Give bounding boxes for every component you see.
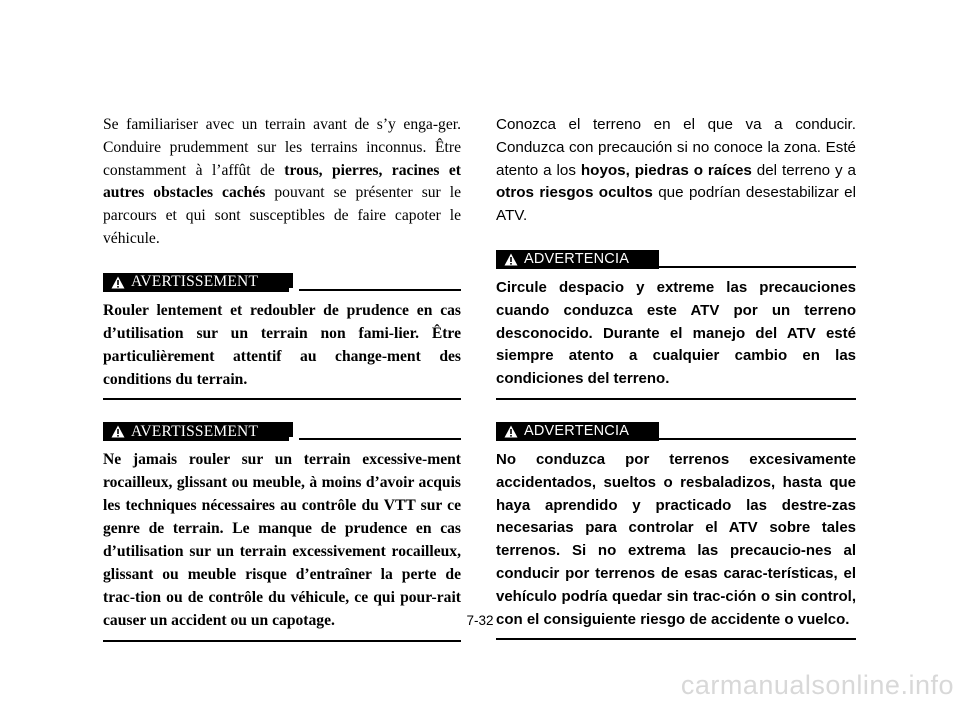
spanish-intro-paragraph bbox=[496, 114, 856, 228]
french-intro-paragraph bbox=[103, 114, 461, 251]
french-warning-1: Rouler lentement et redoubler de prudence en cas d’utilisation sur un terrain non fami-lier. Être particulièrement attentif au change-ment des conditions du terrain. bbox=[103, 301, 461, 388]
warning-triangle-icon bbox=[111, 276, 125, 289]
page-number: 7-32 bbox=[466, 613, 494, 628]
intro-text: Se familiariser avec un terrain avant de s’y enga-ger. Conduire prudemment sur les terrains inconnus. Être constamment à l’affût de bbox=[103, 116, 461, 179]
intro-text: que podrían desestabilizar el ATV. bbox=[496, 184, 856, 225]
rule-gap bbox=[289, 437, 299, 441]
spanish-warning-2: No conduzca por terrenos excesivamente accidentados, sueltos o resbaladizos, hasta que haya aprendido y practicado las destre-zas necesarias para controlar el ATV sobre tales terrenos. Si no extrema las precaucio-nes al conducir por terrenos de esas carac-terísticas, el vehículo podría quedar sin trac-ción o sin control, con el consiguiente riesgo de accidente o vuelco. bbox=[496, 450, 856, 628]
warning-badge bbox=[103, 422, 293, 441]
warning-bottom-rule bbox=[496, 638, 856, 640]
french-column bbox=[103, 114, 461, 642]
warning-bottom-rule bbox=[103, 398, 461, 400]
warning-label: ADVERTENCIA bbox=[524, 251, 630, 268]
warning-triangle-icon bbox=[504, 425, 518, 438]
warning-badge bbox=[103, 273, 293, 292]
warning-label: AVERTISSEMENT bbox=[131, 273, 259, 291]
warning-triangle-icon bbox=[504, 253, 518, 266]
spanish-warning-header bbox=[496, 250, 856, 269]
spanish-column bbox=[496, 114, 856, 640]
french-warning-header bbox=[103, 273, 461, 292]
spanish-warning-1: Circule despacio y extreme las precauciones cuando conduzca este ATV por un terreno desconocido. Durante el manejo del ATV esté siempre atento a cualquier cambio en las condiciones del terreno. bbox=[496, 278, 856, 388]
french-warning-header bbox=[103, 422, 461, 441]
warning-label: ADVERTENCIA bbox=[524, 423, 630, 440]
warning-badge bbox=[496, 422, 659, 441]
intro-text: del terreno y a bbox=[751, 161, 856, 179]
warning-bottom-rule bbox=[103, 640, 461, 642]
watermark: carmanualsonline.info bbox=[680, 670, 954, 700]
spanish-warning-header bbox=[496, 422, 856, 441]
warning-bottom-rule bbox=[496, 398, 856, 400]
intro-text: pouvant se présenter sur le parcours et qui sont susceptibles de faire capoter le véhicule. bbox=[103, 184, 461, 247]
rule-gap bbox=[289, 288, 299, 292]
french-warning-2: Ne jamais rouler sur un terrain excessive-ment rocailleux, glissant ou meuble, à moins d’avoir acquis les techniques nécessaires au contrôle du VTT sur ce genre de terrain. Le manque de prudence en cas d’utilisation sur un terrain excessivement rocailleux, glissant ou meuble risque d’entraîner la perte de trac-tion ou de contrôle du véhicule, ce qui pour-rait causer un accident ou un capotage. bbox=[103, 451, 461, 629]
warning-label: AVERTISSEMENT bbox=[131, 422, 259, 440]
intro-bold-text: otros riesgos ocultos bbox=[496, 184, 653, 202]
warning-badge bbox=[496, 250, 659, 269]
intro-bold-text: trous, pierres, racines et autres obstacles cachés bbox=[103, 161, 461, 202]
warning-triangle-icon bbox=[111, 425, 125, 438]
intro-bold-text: hoyos, piedras o raíces bbox=[580, 161, 752, 179]
intro-text: Conozca el terreno en el que va a conducir. Conduzca con precaución si no conoce la zona. Esté atento a los bbox=[496, 116, 856, 179]
